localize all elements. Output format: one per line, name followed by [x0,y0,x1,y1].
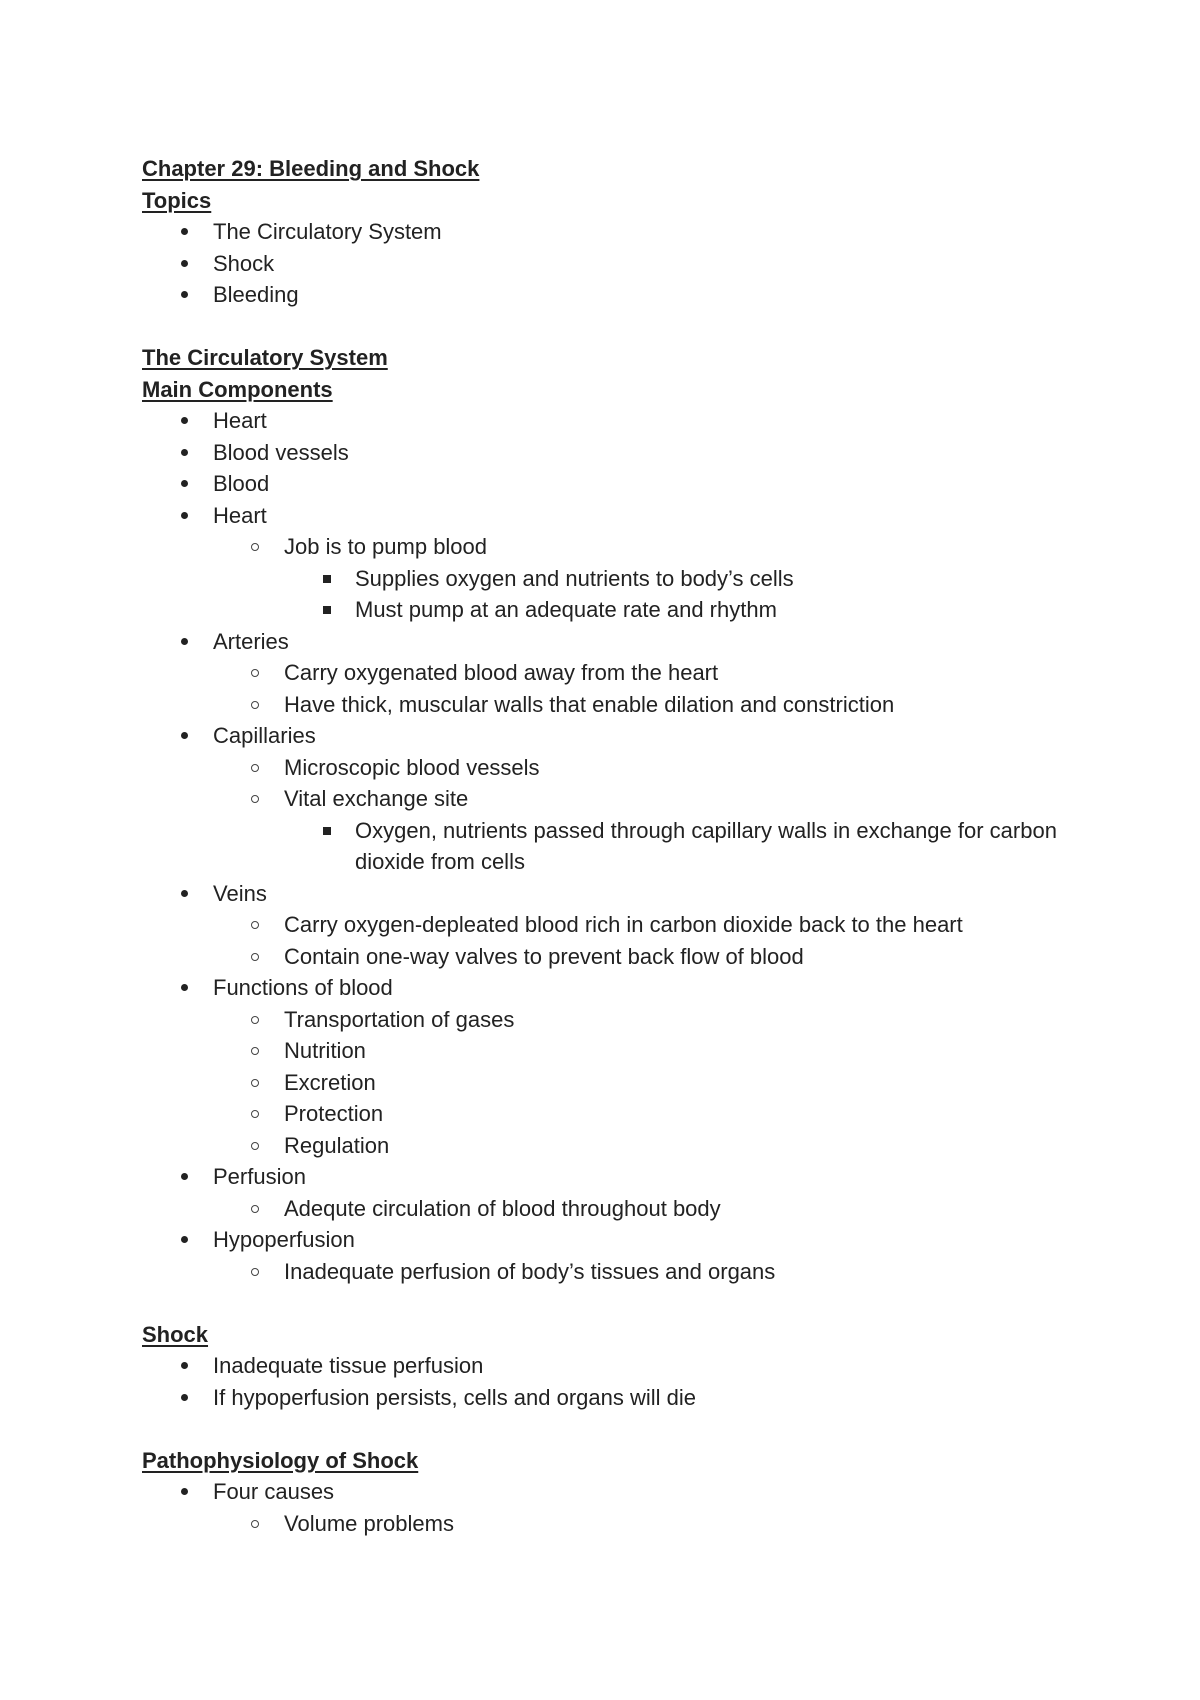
main-components-heading: Main Components [142,376,333,402]
hypoperfusion-sublist [142,1256,1102,1288]
list-item: The Circulatory System [213,219,442,244]
topics-heading: Topics [142,187,212,213]
spacer [142,311,1102,343]
list-item: Volume problems [284,1510,454,1536]
list-item: Vital exchange site Oxygen, nutrients passed through capillary walls in exchange for carbon dioxide from cells [213,783,1102,878]
list-item: Oxygen, nutrients passed through capillary walls in exchange for carbon dioxide from cells [355,817,1057,874]
list-item: Carry oxygen-depleated blood rich in carbon dioxide back to the heart [284,912,963,937]
list-item: Carry oxygenated blood away from the heart [284,660,719,685]
list-item: Blood [213,471,270,496]
list-item: Bleeding [213,282,299,307]
components-list [142,405,1102,1287]
list-item: Transportation of gases [284,1006,515,1032]
list-item: Excretion [284,1069,376,1095]
list-item-arteries: Arteries Carry oxygenated blood away from the heart Have thick, muscular walls that enable dilation and constriction [142,626,1102,721]
list-item-veins: Veins Carry oxygen-depleated blood rich in carbon dioxide back to the heart Contain one-way valves to prevent back flow of blood [142,878,1102,973]
shock-list [142,1350,1102,1413]
list-item: Adequte circulation of blood throughout body [284,1195,721,1221]
spacer [142,1413,1102,1445]
list-item: Four causes Volume problems [142,1476,1102,1539]
list-item: Inadequate tissue perfusion [213,1353,484,1378]
list-item: Regulation [284,1132,390,1158]
list-item-perfusion: Perfusion Adequte circulation of blood throughout body [142,1161,1102,1224]
list-item: Protection [284,1101,384,1126]
capillaries-details [213,815,1102,878]
arteries-sublist [142,657,1102,720]
heart-details [213,563,1102,626]
list-item: Microscopic blood vessels [284,754,540,780]
spacer [142,1287,1102,1319]
list-item: Inadequate perfusion of body’s tissues and organs [284,1258,776,1284]
perfusion-sublist [142,1193,1102,1225]
pathophysiology-list [142,1476,1102,1539]
list-item: Contain one-way valves to prevent back flow of blood [284,943,804,969]
list-item: Have thick, muscular walls that enable dilation and constriction [284,691,895,717]
veins-sublist [142,909,1102,972]
causes-sublist [142,1508,1102,1540]
list-item: Blood vessels [213,439,349,465]
chapter-title: Chapter 29: Bleeding and Shock [142,156,480,181]
list-item: Heart [213,408,267,433]
functions-sublist [142,1004,1102,1162]
list-item: Shock [213,250,275,276]
document-body [142,153,1102,1539]
list-item: Job is to pump blood Supplies oxygen and nutrients to body’s cells Must pump at an adequate rate and rhythm [213,531,1102,626]
capillaries-sublist [142,752,1102,878]
list-item: Must pump at an adequate rate and rhythm [355,597,777,622]
list-item: Supplies oxygen and nutrients to body’s cells [355,565,794,591]
shock-heading: Shock [142,1321,209,1347]
list-item-capillaries: Capillaries Microscopic blood vessels Vital exchange site Oxygen, nutrients passed through capillary walls in exchange for carbon dioxide from cells [142,720,1102,878]
list-item: If hypoperfusion persists, cells and organs will die [213,1384,697,1410]
list-item-heart: Heart Job is to pump blood Supplies oxygen and nutrients to body’s cells Must pump at an adequate rate and rhythm [142,500,1102,626]
list-item: Nutrition [284,1038,366,1063]
circulatory-heading: The Circulatory System [142,345,388,370]
list-item-functions: Functions of blood Transportation of gases Nutrition Excretion Protection Regulation [142,972,1102,1161]
pathophysiology-heading: Pathophysiology of Shock [142,1447,419,1473]
heart-sublist [142,531,1102,626]
topics-list [142,216,1102,311]
list-item-hypoperfusion: Hypoperfusion Inadequate perfusion of body’s tissues and organs [142,1224,1102,1287]
